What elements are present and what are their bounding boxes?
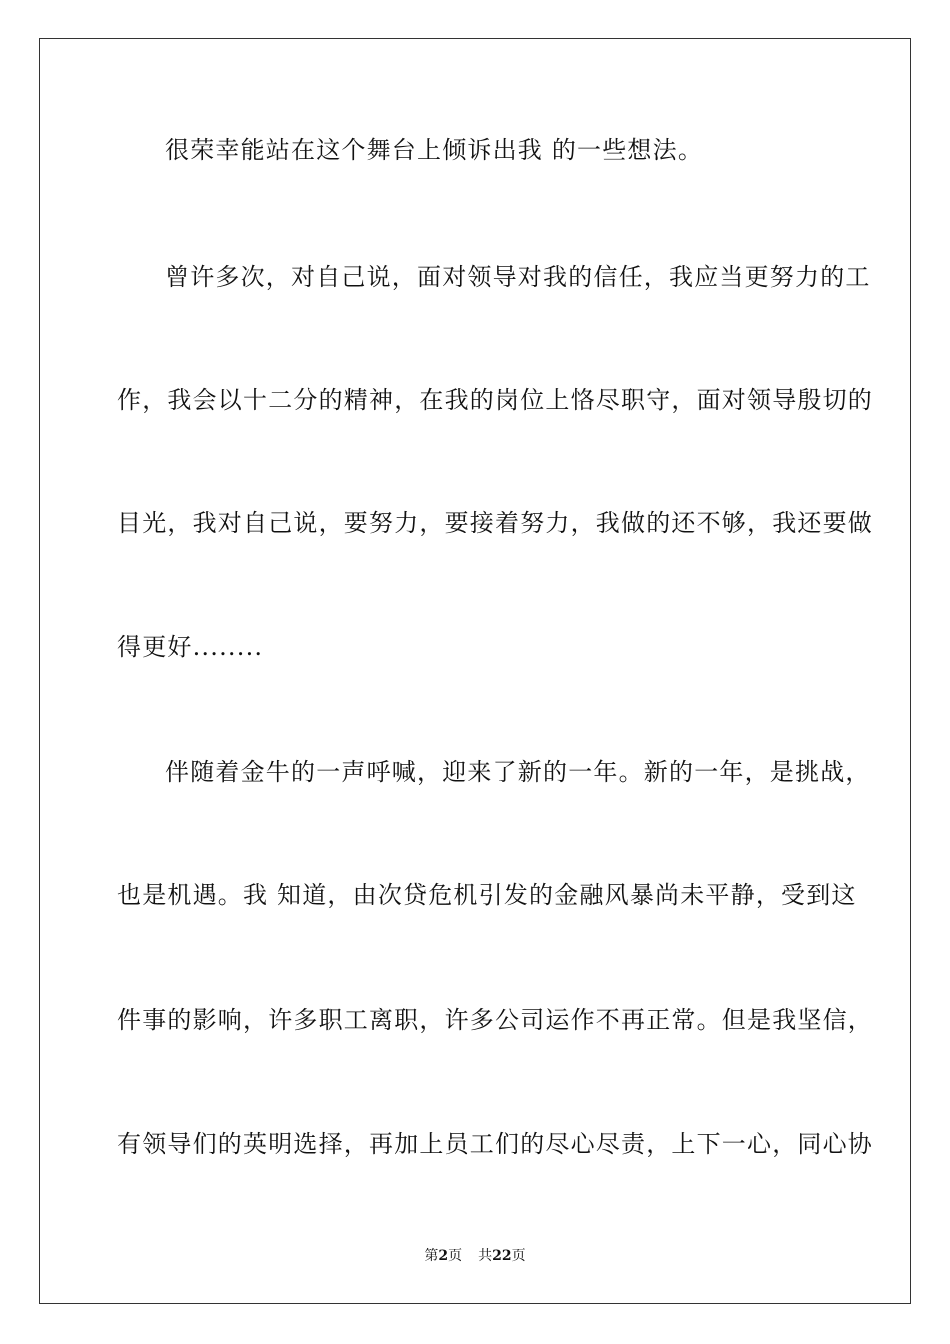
paragraph-3-line-4: 有领导们的英明选择，再加上员工们的尽心尽责，上下一心，同心协 xyxy=(117,1130,873,1158)
paragraph-2-line-2: 作，我会以十二分的精神，在我的岗位上恪尽职守，面对领导殷切的 xyxy=(117,386,873,414)
paragraph-3-line-1: 伴随着金牛的一声呼喊，迎来了新的一年。新的一年，是挑战， xyxy=(165,758,871,786)
paragraph-2-line-4: 得更好........ xyxy=(117,633,264,661)
page-footer xyxy=(0,1247,950,1265)
total-prefix: 共 xyxy=(478,1248,493,1264)
paragraph-1-line-1: 很荣幸能站在这个舞台上倾诉出我 的一些想法。 xyxy=(165,136,704,164)
total-pages: 22 xyxy=(492,1248,512,1264)
paragraph-2-line-3: 目光，我对自己说，要努力，要接着努力，我做的还不够，我还要做 xyxy=(117,509,873,537)
total-suffix: 页 xyxy=(511,1248,526,1264)
paragraph-3-line-2: 也是机遇。我 知道，由次贷危机引发的金融风暴尚未平静，受到这 xyxy=(117,881,857,909)
page-suffix: 页 xyxy=(448,1248,463,1264)
page-prefix: 第 xyxy=(424,1248,439,1264)
page-border xyxy=(39,38,911,1304)
page-number: 2 xyxy=(438,1248,449,1264)
paragraph-3-line-3: 件事的影响，许多职工离职，许多公司运作不再正常。但是我坚信， xyxy=(117,1006,873,1034)
paragraph-2-line-1: 曾许多次，对自己说，面对领导对我的信任，我应当更努力的工 xyxy=(165,263,871,291)
